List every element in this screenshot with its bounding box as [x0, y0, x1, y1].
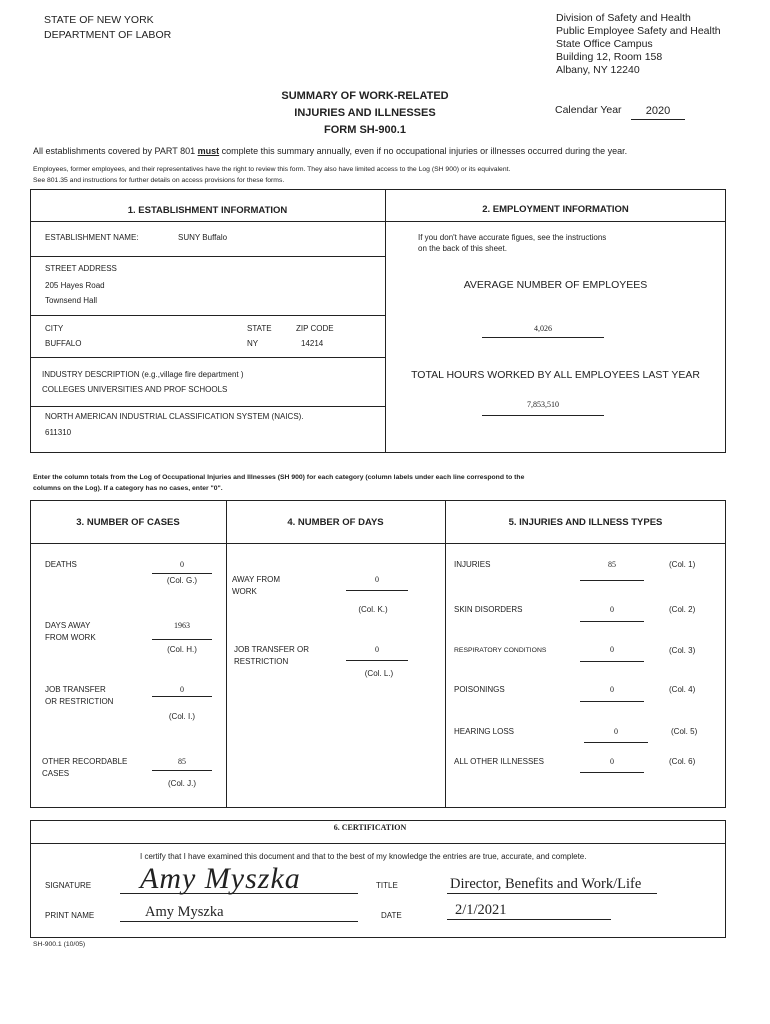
job-transfer-underline	[152, 696, 212, 697]
signature-label: SIGNATURE	[45, 881, 92, 890]
employment-heading: 2. EMPLOYMENT INFORMATION	[482, 204, 629, 215]
date-underline	[447, 919, 611, 920]
type-underline	[580, 701, 644, 702]
date-label: DATE	[381, 911, 402, 920]
division-line: State Office Campus	[556, 38, 653, 50]
days-transfer-col: (Col. L.)	[364, 669, 394, 678]
form-title-line1: SUMMARY OF WORK-RELATED	[281, 90, 449, 102]
other-recordable-underline	[152, 770, 212, 771]
divider	[30, 406, 385, 407]
state-name: STATE OF NEW YORK	[44, 14, 154, 26]
days-transfer-label: JOB TRANSFER OR	[234, 645, 309, 654]
form-code: SH-900.1 (10/05)	[33, 941, 86, 948]
days-away-from-work-label: AWAY FROM	[232, 575, 280, 584]
naics-value: 611310	[45, 428, 72, 437]
deaths-label: DEATHS	[45, 560, 77, 569]
cases-heading: 3. NUMBER OF CASES	[76, 517, 180, 528]
days-transfer-underline	[346, 660, 408, 661]
intro-rights-line1: Employees, former employees, and their representatives have the right to review this form. They also have limited access to the Log (SH 900) or its equivalent.	[33, 166, 511, 173]
signature: Amy Myszka	[140, 862, 301, 895]
state-label: STATE	[247, 324, 272, 333]
job-transfer-label: JOB TRANSFER	[45, 685, 106, 694]
form-title-line3: FORM SH-900.1	[324, 124, 406, 136]
intro-requirement: All establishments covered by PART 801 must complete this summary annually, even if no occupational injuries or illnesses occurred during the year.	[33, 146, 628, 156]
employment-note-line1: If you don't have accurate figues, see the instructions	[418, 233, 607, 242]
employment-note-line2: on the back of this sheet.	[418, 244, 507, 253]
type-value: 85	[608, 560, 616, 569]
type-underline	[580, 580, 644, 581]
days-transfer-value: 0	[375, 645, 379, 654]
divider	[445, 500, 446, 808]
days-away-from-work-label-line2: WORK	[232, 587, 257, 596]
divider	[385, 189, 386, 453]
job-transfer-col: (Col. I.)	[168, 712, 196, 721]
days-away-value: 1963	[174, 621, 190, 630]
type-col: (Col. 3)	[669, 646, 696, 655]
print-name-label: PRINT NAME	[45, 911, 95, 920]
street-address-line1: 205 Hayes Road	[45, 281, 105, 290]
print-name-value: Amy Myszka	[145, 904, 224, 920]
type-value: 0	[610, 757, 614, 766]
title-label: TITLE	[376, 881, 398, 890]
days-away-underline	[152, 639, 212, 640]
division-line: Building 12, Room 158	[556, 51, 663, 63]
divider	[30, 221, 726, 222]
days-away-from-work-value: 0	[375, 575, 379, 584]
establishment-name-value: SUNY Buffalo	[178, 233, 228, 242]
total-hours-underline	[482, 415, 604, 416]
other-recordable-label: OTHER RECORDABLE	[42, 757, 128, 766]
establishment-heading: 1. ESTABLISHMENT INFORMATION	[127, 205, 288, 216]
type-col: (Col. 4)	[669, 685, 696, 694]
deaths-value: 0	[180, 560, 184, 569]
type-col: (Col. 5)	[671, 727, 698, 736]
deaths-col: (Col. G.)	[166, 576, 198, 585]
title-value: Director, Benefits and Work/Life	[450, 876, 642, 892]
calendar-year-label: Calendar Year	[555, 104, 622, 116]
type-underline	[580, 621, 644, 622]
zip-value: 14214	[301, 339, 324, 348]
type-col: (Col. 2)	[669, 605, 696, 614]
instructions-line2: columns on the Log). If a category has no cases, enter "0".	[33, 485, 223, 492]
zip-label: ZIP CODE	[296, 324, 334, 333]
naics-label: NORTH AMERICAN INDUSTRIAL CLASSIFICATION SYSTEM (NAICS).	[45, 412, 304, 421]
type-value: 0	[610, 645, 614, 654]
calendar-year-value: 2020	[645, 105, 671, 117]
city-label: CITY	[45, 324, 64, 333]
type-label: HEARING LOSS	[454, 727, 515, 736]
deaths-underline	[152, 573, 212, 574]
other-recordable-label-line2: CASES	[42, 769, 70, 778]
divider	[30, 357, 385, 358]
divider	[30, 256, 385, 257]
job-transfer-label-line2: OR RESTRICTION	[45, 697, 114, 706]
division-line: Division of Safety and Health	[556, 12, 691, 24]
divider	[226, 500, 227, 808]
state-value: NY	[247, 339, 259, 348]
division-line: Albany, NY 12240	[556, 64, 640, 76]
days-away-label: DAYS AWAY	[45, 621, 91, 630]
date-value: 2/1/2021	[455, 902, 507, 918]
division-line: Public Employee Safety and Health	[556, 25, 721, 37]
calendar-year-underline	[631, 119, 685, 120]
type-label: POISONINGS	[454, 685, 505, 694]
other-recordable-col: (Col. J.)	[168, 779, 196, 788]
days-away-label-line2: FROM WORK	[45, 633, 96, 642]
type-underline	[584, 742, 648, 743]
type-label: RESPIRATORY CONDITIONS	[454, 647, 547, 654]
type-value: 0	[614, 727, 618, 736]
industry-value: COLLEGES UNIVERSITIES AND PROF SCHOOLS	[42, 385, 228, 394]
signature-underline	[120, 893, 358, 894]
type-underline	[580, 772, 644, 773]
department-name: DEPARTMENT OF LABOR	[44, 29, 172, 41]
types-heading: 5. INJURIES AND ILLNESS TYPES	[508, 517, 663, 528]
days-transfer-label-line2: RESTRICTION	[234, 657, 289, 666]
type-underline	[580, 661, 644, 662]
total-hours-label: TOTAL HOURS WORKED BY ALL EMPLOYEES LAST YEAR	[411, 369, 700, 381]
street-address-label: STREET ADDRESS	[45, 264, 117, 273]
job-transfer-value: 0	[180, 685, 184, 694]
city-value: BUFFALO	[45, 339, 82, 348]
type-col: (Col. 1)	[669, 560, 696, 569]
print-name-underline	[120, 921, 358, 922]
intro-rights-line2: See 801.35 and instructions for further details on access provisions for these forms.	[33, 177, 285, 184]
type-value: 0	[610, 685, 614, 694]
type-label: INJURIES	[454, 560, 491, 569]
certification-statement: I certify that I have examined this document and that to the best of my knowledge the entries are true, accurate, and complete.	[140, 852, 587, 861]
days-away-col: (Col. H.)	[167, 645, 197, 654]
avg-employees-label: AVERAGE NUMBER OF EMPLOYEES	[463, 279, 648, 291]
type-value: 0	[610, 605, 614, 614]
other-recordable-value: 85	[178, 757, 186, 766]
establishment-name-label: ESTABLISHMENT NAME:	[45, 233, 139, 242]
form-title-line2: INJURIES AND ILLNESSES	[294, 107, 436, 119]
avg-employees-value: 4,026	[534, 324, 552, 333]
industry-label: INDUSTRY DESCRIPTION (e.g.,village fire department )	[42, 370, 244, 379]
divider	[30, 543, 726, 544]
total-hours-value: 7,853,510	[527, 400, 559, 409]
instructions-line1: Enter the column totals from the Log of Occupational Injuries and Illnesses (SH 900) for each category (column labels under each line correspond to the	[33, 474, 525, 481]
type-label: SKIN DISORDERS	[454, 605, 523, 614]
divider	[30, 315, 385, 316]
days-heading: 4. NUMBER OF DAYS	[287, 517, 384, 528]
days-away-from-work-underline	[346, 590, 408, 591]
divider	[30, 843, 726, 844]
title-underline	[447, 893, 657, 894]
avg-employees-underline	[482, 337, 604, 338]
type-label: ALL OTHER ILLNESSES	[454, 757, 544, 766]
street-address-line2: Townsend Hall	[45, 296, 98, 305]
days-away-from-work-col: (Col. K.)	[358, 605, 388, 614]
type-col: (Col. 6)	[669, 757, 696, 766]
certification-heading: 6. CERTIFICATION	[333, 823, 407, 832]
